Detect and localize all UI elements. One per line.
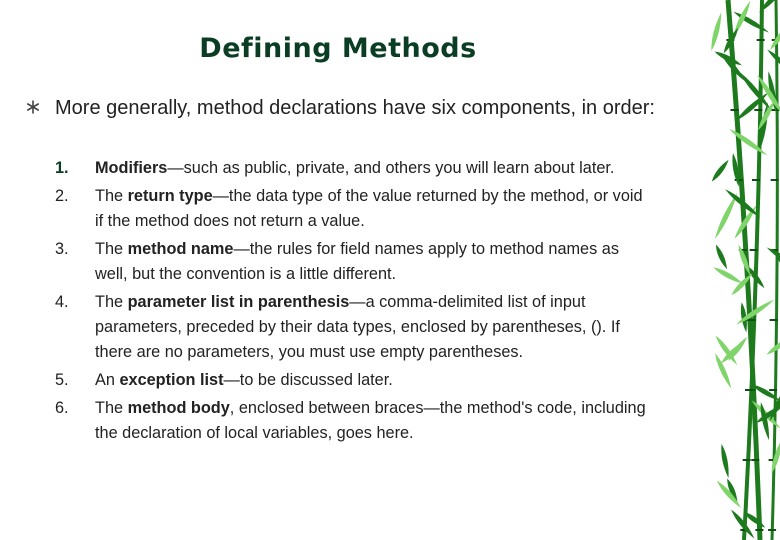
item-number: 2. (55, 187, 69, 205)
item-number: 3. (55, 240, 69, 258)
bamboo-leaf (712, 265, 744, 285)
bamboo-leaf (709, 12, 724, 52)
item-number: 1. (55, 159, 69, 177)
list-item (55, 156, 655, 181)
item-description: —a comma-delimited list of input parameters, preceded by their data types, enclosed by parentheses, (). If there are no parameters, you must use empty parentheses. (95, 293, 620, 361)
item-prefix: The (95, 293, 128, 311)
item-prefix: The (95, 240, 128, 258)
bamboo-decoration (640, 0, 780, 540)
item-prefix: The (95, 187, 128, 205)
item-description: —to be discussed later. (223, 371, 393, 389)
bamboo-leaf (719, 443, 731, 478)
item-prefix: The (95, 399, 128, 417)
item-term: exception list (119, 371, 224, 389)
item-number: 5. (55, 371, 69, 389)
item-description: —the data type of the value returned by the method, or void if the method does not return a value. (95, 187, 643, 230)
list-item (55, 396, 655, 446)
item-description: —such as public, private, and others you will learn about later. (167, 159, 615, 177)
list-item (55, 290, 655, 365)
asterisk-bullet-icon (26, 100, 40, 114)
item-prefix: An (95, 371, 120, 389)
list-item (55, 237, 655, 287)
item-number: 6. (55, 399, 69, 417)
bamboo-leaf (732, 0, 753, 36)
item-number: 4. (55, 293, 69, 311)
item-term: Modifiers (95, 159, 168, 177)
item-term: method body (127, 399, 230, 417)
bamboo-leaf (714, 243, 730, 270)
bamboo-leaf (710, 158, 731, 183)
slide-title: Defining Methods (199, 33, 477, 64)
lead-paragraph: More generally, method declarations have six components, in order: (55, 97, 655, 119)
list-item (55, 184, 655, 234)
item-term: parameter list in parenthesis (127, 293, 350, 311)
list-item (55, 368, 655, 393)
item-description: , enclosed between braces—the method's code, including the declaration of local variables, goes here. (95, 399, 646, 442)
component-list (55, 156, 655, 449)
item-term: return type (127, 187, 213, 205)
item-term: method name (127, 240, 234, 258)
item-description: —the rules for field names apply to method names as well, but the convention is a little different. (95, 240, 619, 283)
bamboo-leaf (768, 23, 780, 52)
